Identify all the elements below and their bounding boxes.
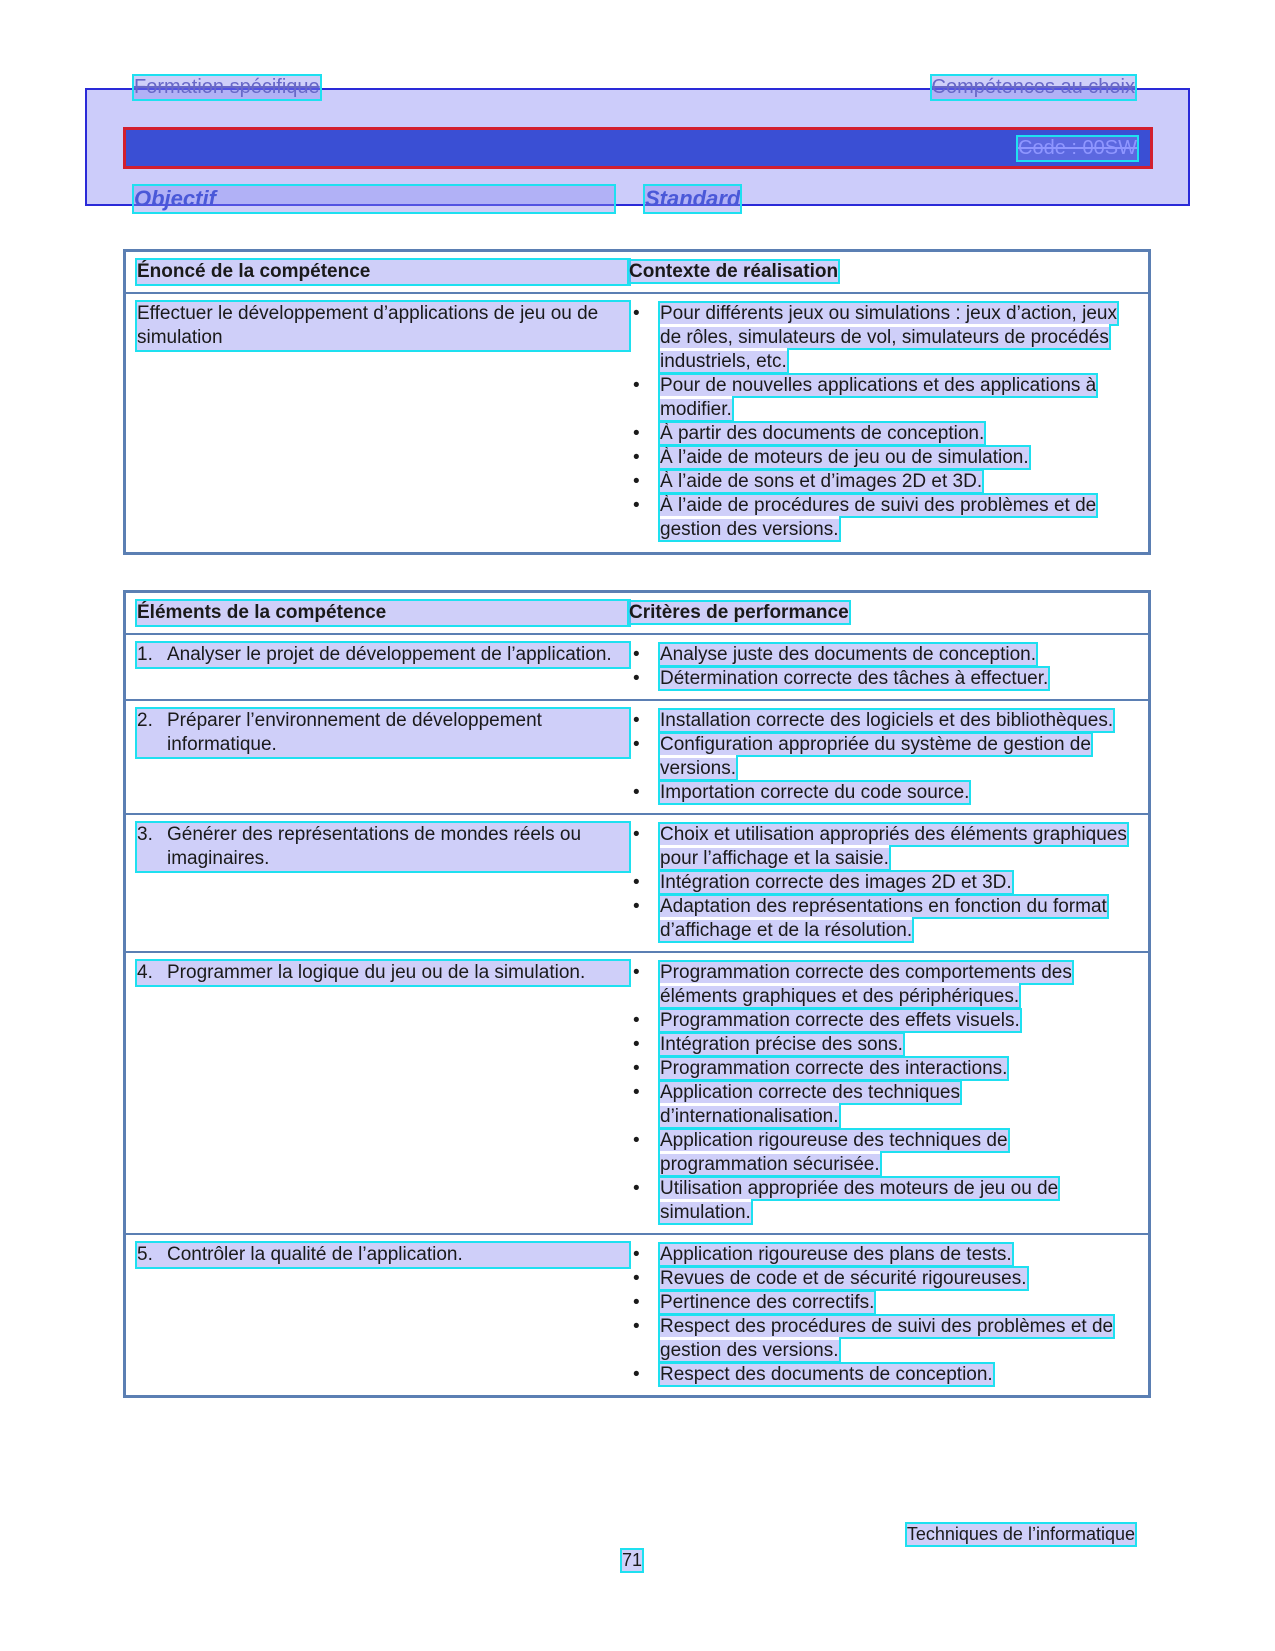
list-item: • Application correcte des techniques d’internationalisation.: [633, 1082, 960, 1127]
list-item: • Programmation correcte des interactions.: [633, 1058, 1008, 1079]
list-item: • À l’aide de procédures de suivi des problèmes et de gestion des versions.: [633, 495, 1097, 540]
criteria-header: Critères de performance: [629, 602, 849, 623]
list-item: • Importation correcte du code source.: [633, 782, 970, 803]
list-item: • Choix et utilisation appropriés des éléments graphiques pour l’affichage et la saisie.: [633, 824, 1127, 869]
table-row: [126, 813, 1148, 951]
table-row: [126, 699, 1148, 813]
statement-header: Énoncé de la compétence: [137, 260, 629, 284]
list-item: • À l’aide de sons et d’images 2D et 3D.: [633, 471, 983, 492]
context-list: [629, 302, 1138, 542]
competency-statement: Effectuer le développement d’applications de jeu ou de simulation: [137, 302, 629, 350]
list-item: • Pertinence des correctifs.: [633, 1292, 875, 1313]
table-row: [126, 633, 1148, 699]
criteria-list: [629, 709, 1138, 805]
element-5: 5. Contrôler la qualité de l’application.: [137, 1243, 629, 1267]
list-item: • Respect des procédures de suivi des problèmes et de gestion des versions.: [633, 1316, 1114, 1361]
list-item: • Configuration appropriée du système de gestion de versions.: [633, 734, 1091, 779]
competency-code: Code : 00SW: [1018, 137, 1137, 159]
list-item: • Analyse juste des documents de conception.: [633, 644, 1037, 665]
list-item: • Programmation correcte des effets visuels.: [633, 1010, 1020, 1031]
criteria-list: [629, 823, 1138, 943]
list-item: • Application rigoureuse des techniques de programmation sécurisée.: [633, 1130, 1008, 1175]
competency-elements-table: [123, 590, 1151, 1398]
elements-header: Éléments de la compétence: [137, 601, 629, 625]
code-bar: [123, 127, 1153, 169]
table-header-row: [126, 593, 1148, 633]
list-item: • Pour de nouvelles applications et des applications à modifier.: [633, 375, 1097, 420]
element-2: 2. Préparer l’environnement de développement informatique.: [137, 709, 629, 757]
list-item: • À partir des documents de conception.: [633, 423, 985, 444]
list-item: • Application rigoureuse des plans de tests.: [633, 1244, 1012, 1265]
category-label: Compétences au choix: [931, 76, 1135, 98]
list-item: • Programmation correcte des comportements des éléments graphiques et des périphériques.: [633, 962, 1072, 1007]
element-1: 1. Analyser le projet de développement de l’application.: [137, 643, 629, 667]
list-item: • Adaptation des représentations en fonction du format d’affichage et de la résolution.: [633, 896, 1107, 941]
list-item: • Utilisation appropriée des moteurs de jeu ou de simulation.: [633, 1178, 1059, 1223]
list-item: • Pour différents jeux ou simulations : jeux d’action, jeux de rôles, simulateurs de vol, simulateurs de procédés industriels, etc.: [633, 303, 1117, 372]
list-item: • Intégration correcte des images 2D et 3D.: [633, 872, 1012, 893]
element-3: 3. Générer des représentations de mondes réels ou imaginaires.: [137, 823, 629, 871]
context-header: Contexte de réalisation: [629, 261, 839, 282]
footer-program: Techniques de l’informatique: [906, 1524, 1135, 1544]
table-header-row: [126, 252, 1148, 292]
section-label: Formation spécifique: [134, 76, 320, 98]
list-item: • À l’aide de moteurs de jeu ou de simulation.: [633, 447, 1029, 468]
list-item: • Installation correcte des logiciels et des bibliothèques.: [633, 710, 1114, 731]
list-item: • Revues de code et de sécurité rigoureuses.: [633, 1268, 1027, 1289]
table-row: [126, 292, 1148, 552]
criteria-list: [629, 961, 1138, 1225]
objectif-label: Objectif: [134, 186, 614, 212]
table-row: [126, 951, 1148, 1233]
criteria-list: [629, 643, 1138, 691]
element-4: 4. Programmer la logique du jeu ou de la simulation.: [137, 961, 629, 985]
list-item: • Respect des documents de conception.: [633, 1364, 993, 1385]
page-number: 71: [622, 1550, 643, 1570]
list-item: • Intégration précise des sons.: [633, 1034, 903, 1055]
table-row: [126, 1233, 1148, 1395]
criteria-list: [629, 1243, 1138, 1387]
list-item: • Détermination correcte des tâches à effectuer.: [633, 668, 1049, 689]
competency-statement-table: [123, 249, 1151, 555]
standard-label: Standard: [645, 186, 741, 211]
